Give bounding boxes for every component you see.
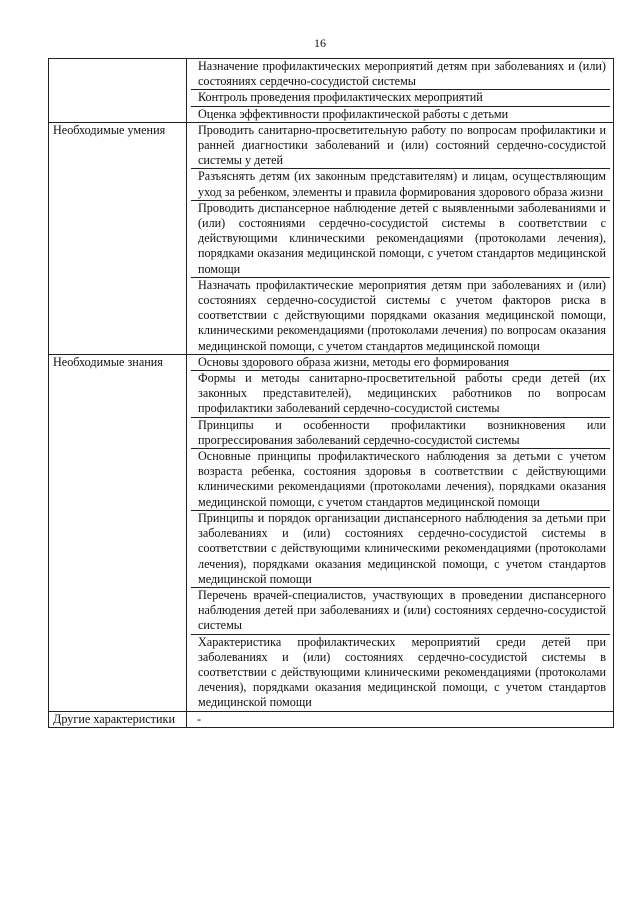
row-content [187,354,614,711]
list-item: Контроль проведения профилактических мероприятий [191,90,610,106]
row-label: Необходимые умения [49,122,187,354]
table-row [49,59,614,123]
list-item: - [197,711,202,726]
row-content [187,59,614,123]
page-number: 16 [314,36,326,50]
row-label: Другие характеристики [49,711,187,727]
list-item: Основы здорового образа жизни, методы его формирования [191,355,610,371]
row-content [187,711,614,727]
table-row [49,122,614,354]
requirements-table [48,58,614,728]
table-row [49,354,614,711]
list-item: Проводить санитарно-просветительную работу по вопросам профилактики и ранней диагностики заболеваний и (или) состояний сердечно-сосудистой системы у детей [191,123,610,170]
row-label [49,59,187,123]
list-item: Назначение профилактических мероприятий детям при заболеваниях и (или) состояниях сердечно-сосудистой системы [191,59,610,90]
table-row [49,711,614,727]
list-item: Характеристика профилактических мероприятий среди детей при заболеваниях и (или) состояниях сердечно-сосудистой системы в соответствии с действующими клиническими рекомендациями (протоколами лечения), порядками оказания медицинской помощи, с учетом стандартов медицинской помощи [198,634,606,710]
list-item: Назначать профилактические мероприятия детям при заболеваниях и (или) состояниях сердечно-сосудистой системы с учетом факторов риска в соответствии с действующими порядками оказания медицинской помощи, клиническими рекомендациями (протоколами лечения) по вопросам оказания медицинской помощи, с учетом стандартов медицинской помощи [198,277,606,353]
list-item: Основные принципы профилактического наблюдения за детьми с учетом возраста ребенка, состояния здоровья в соответствии с действующими клиническими рекомендациями (протоколами лечения), порядками оказания медицинской помощи, с учетом стандартов медицинской помощи [191,449,610,511]
row-content [187,122,614,354]
list-item: Принципы и порядок организации диспансерного наблюдения за детьми при заболеваниях и (или) состояниях сердечно-сосудистой системы в соответствии с действующими клиническими рекомендациями (протоколами лечения), порядками оказания медицинской помощи, с учетом стандартов медицинской помощи [191,511,610,588]
list-item: Принципы и особенности профилактики возникновения или прогрессирования заболеваний сердечно-сосудистой системы [191,418,610,449]
list-item: Оценка эффективности профилактической работы с детьми [198,106,509,121]
row-label: Необходимые знания [49,354,187,711]
list-item: Проводить диспансерное наблюдение детей с выявленными заболеваниями и (или) состояниями сердечно-сосудистой системы в соответствии с действующими клиническими рекомендациями (протоколами лечения), порядками оказания медицинской помощи, с учетом стандартов медицинской помощи [191,201,610,278]
list-item: Перечень врачей-специалистов, участвующих в проведении диспансерного наблюдения детей при заболеваниях и (или) состояниях сердечно-сосудистой системы [191,588,610,635]
list-item: Разъяснять детям (их законным представителям) и лицам, осуществляющим уход за ребенком, элементы и правила формирования здорового образа жизни [191,169,610,200]
list-item: Формы и методы санитарно-просветительной работы среди детей (их законных представителей), медицинских работников по вопросам профилактики заболеваний сердечно-сосудистой системы [191,371,610,418]
